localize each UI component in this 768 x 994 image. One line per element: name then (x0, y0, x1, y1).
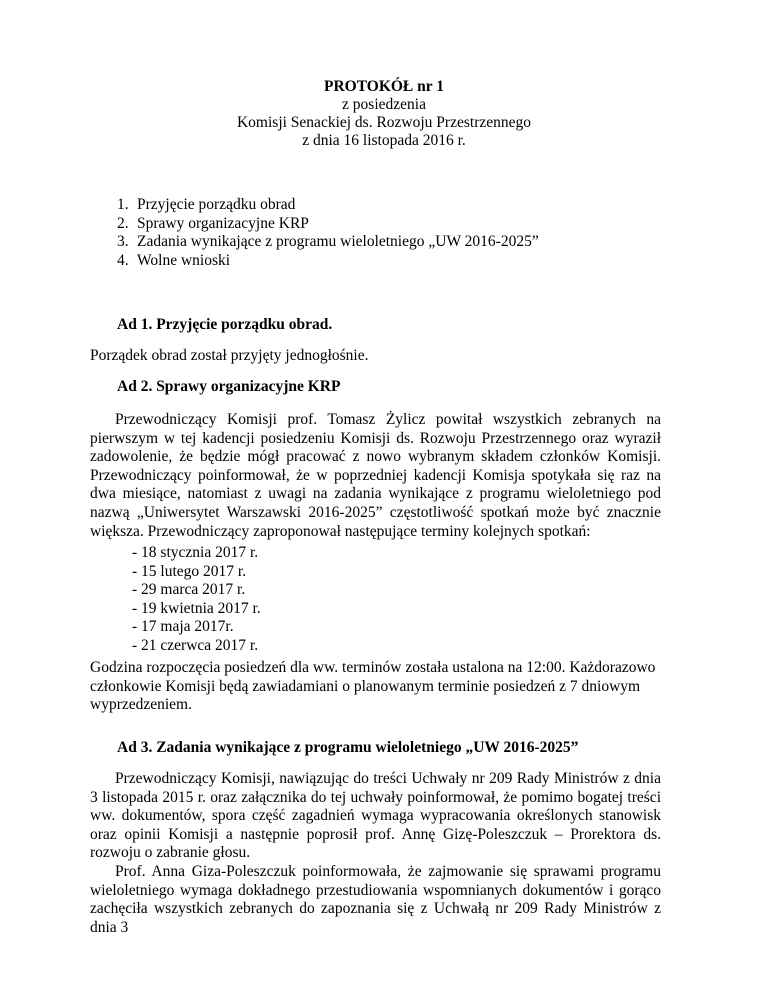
agenda-text: Wolne wnioski (137, 251, 231, 269)
list-item (117, 196, 539, 215)
list-item: - 17 maja 2017r. (132, 618, 234, 636)
list-item: - 18 stycznia 2017 r. (132, 544, 259, 561)
ad1-text: Porządek obrad został przyjęty jednogłośnie. (90, 347, 369, 364)
meeting-dates-list (132, 544, 261, 656)
ad2-heading: Ad 2. Sprawy organizacyjne KRP (117, 378, 341, 395)
list-item: - 21 czerwca 2017 r. (132, 636, 259, 654)
protocol-title: PROTOKÓŁ nr 1 (323, 78, 444, 95)
ad2-paragraph: Przewodniczący Komisji prof. Tomasz Żylicz powitał wszystkich zebranych na pierwszym w tej kadencji posiedzeniu Komisji ds. Rozwoju Przestrzennego oraz wyraził zadowolenie, że będzie mógł pracować z nowo wybranym składem członków Komisji. Przewodniczący poinformował, że w poprzedniej kadencji Komisja spotykała się raz na dwa miesiące, natomiast z uwagi na zadania wynikające z programu wieloletniego pod nazwą „Uniwersytet Warszawski 2016-2025” częstotliwość spotkań może być znacznie większa. Przewodniczący zaproponował następujące terminy kolejnych spotkań: (90, 411, 661, 540)
ad3-paragraph-1: Przewodniczący Komisji, nawiązując do treści Uchwały nr 209 Rady Ministrów z dnia 3 listopada 2015 r. oraz załącznika do tej uchwały poinformował, że pomimo bogatej treści ww. dokumentów, spora część zagadnień wymaga wypracowania określonych stanowisk oraz opinii Komisji a następnie poprosił prof. Annę Gizę-Poleszczuk – Prorektora ds. rozwoju o zabranie głosu. (90, 770, 661, 862)
agenda-text: Zadania wynikające z programu wieloletniego „UW 2016-2025” (137, 233, 539, 250)
agenda-text: Przyjęcie porządku obrad (137, 196, 296, 213)
ad3-heading: Ad 3. Zadania wynikające z programu wieloletniego „UW 2016-2025” (117, 739, 579, 756)
list-item (117, 215, 539, 234)
list-item: - 15 lutego 2017 r. (132, 562, 247, 580)
agenda-number: 2. (117, 214, 129, 232)
agenda-text: Sprawy organizacyjne KRP (137, 214, 309, 232)
ad1-heading: Ad 1. Przyjęcie porządku obrad. (117, 316, 333, 333)
document-header (117, 78, 651, 150)
agenda-list (117, 196, 539, 270)
agenda-number: 1. (117, 196, 129, 213)
list-item: - 29 marca 2017 r. (132, 581, 246, 599)
list-item (117, 233, 539, 252)
ad3-paragraph-2: Prof. Anna Giza-Poleszczuk poinformowała, że zajmowanie się sprawami programu wieloletniego wymaga dokładnego przestudiowania wspomnianych dokumentów i gorąco zachęciła wszystkich zebranych do zapoznania się z Uchwałą nr 209 Rady Ministrów z dnia 3 (90, 863, 661, 936)
agenda-number: 4. (117, 251, 129, 269)
header-line-date: z dnia 16 listopada 2016 r. (302, 132, 466, 149)
list-item (117, 252, 539, 271)
agenda-number: 3. (117, 233, 129, 250)
ad2-closing: Godzina rozpoczęcia posiedzeń dla ww. terminów została ustalona na 12:00. Każdorazowo członkowie Komisji będą zawiadamiani o planowanym terminie posiedzeń z 7 dniowym wyprzedzeniem. (90, 659, 656, 714)
header-line-committee: Komisji Senackiej ds. Rozwoju Przestrzennego (236, 114, 531, 131)
list-item: - 19 kwietnia 2017 r. (132, 599, 261, 617)
header-line-meeting: z posiedzenia (342, 96, 426, 113)
